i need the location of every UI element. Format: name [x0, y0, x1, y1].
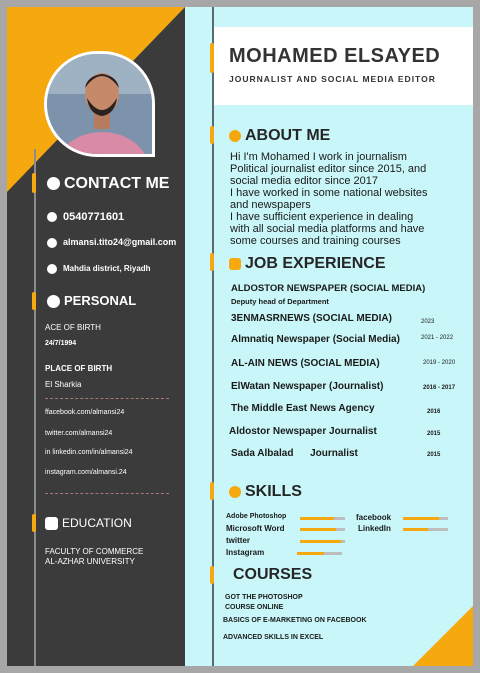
contact-heading-text: CONTACT ME — [64, 175, 170, 192]
skills-marker — [210, 482, 214, 500]
about-heading-text: ABOUT ME — [245, 127, 331, 144]
divider — [45, 398, 169, 399]
job-year: 2016 - 2017 — [423, 385, 456, 391]
courses-heading: COURSES — [233, 566, 313, 583]
personal-heading-text: PERSONAL — [64, 293, 137, 308]
about-line: with all social media platforms and have — [230, 223, 425, 235]
twitter-link[interactable]: twitter.com/almansi24 — [45, 430, 113, 437]
instagram-link[interactable]: instagram.com/almansi.24 — [45, 469, 127, 476]
about-marker — [210, 126, 214, 144]
person-name: MOHAMED ELSAYED — [229, 45, 441, 67]
birth-label: ACE OF BIRTH — [45, 323, 101, 332]
skill-bar — [403, 517, 448, 520]
email-text[interactable]: almansi.tito24@gmail.com — [63, 237, 177, 247]
about-heading — [229, 127, 330, 145]
profile-photo — [44, 51, 155, 157]
job-title: Almnatiq Newspaper (Social Media) — [231, 334, 400, 345]
about-line: and newspapers — [230, 199, 311, 211]
jobs-heading — [229, 255, 385, 273]
job-year: 2016 — [427, 409, 441, 415]
courses-marker — [210, 566, 214, 584]
job-year: 2019 - 2020 — [423, 360, 456, 366]
skill-name: Instagram — [226, 548, 265, 557]
skill-bar — [297, 552, 342, 555]
skill-bar-fill — [300, 528, 336, 531]
course-item: ADVANCED SKILLS IN EXCEL — [223, 634, 324, 641]
course-item: BASICS OF E-MARKETING ON FACEBOOK — [223, 617, 367, 624]
about-line: I have worked in some national websites — [230, 187, 428, 199]
skill-bar — [403, 528, 448, 531]
personal-marker — [32, 292, 36, 310]
skill-bar-fill — [403, 517, 439, 520]
left-column — [7, 7, 185, 666]
skill-name: LinkedIn — [358, 524, 391, 533]
job-year: 2015 — [427, 431, 441, 437]
skills-heading — [229, 483, 302, 501]
divider — [45, 493, 169, 494]
phone-text[interactable]: 0540771601 — [63, 211, 125, 223]
skill-bar-fill — [300, 540, 341, 543]
job-title: AL-AIN NEWS (SOCIAL MEDIA) — [231, 358, 380, 369]
header-marker — [210, 43, 214, 73]
job-title: 3ENMASRNEWS (SOCIAL MEDIA) — [231, 313, 392, 324]
place-text: El Sharkia — [45, 380, 82, 389]
location-pin-icon — [47, 264, 57, 274]
phone-icon — [47, 212, 57, 222]
left-vertical-line — [34, 149, 36, 666]
header — [213, 27, 473, 105]
job-title: Sada Albalad Journalist — [231, 448, 358, 459]
resume-sheet — [7, 7, 473, 666]
skill-name: Microsoft Word — [226, 524, 285, 533]
skill-bar-fill — [403, 528, 428, 531]
user-icon — [47, 177, 60, 190]
job-year: 2023 — [421, 319, 435, 325]
course-item: COURSE ONLINE — [225, 604, 284, 611]
about-text — [230, 151, 460, 247]
education-line-1: FACULTY OF COMMERCE — [45, 547, 144, 556]
skill-bar — [300, 540, 345, 543]
education-heading-text: EDUCATION — [62, 516, 132, 530]
skill-bar-fill — [297, 552, 324, 555]
person-avatar-icon — [47, 54, 152, 154]
user-icon — [229, 130, 241, 142]
course-item: GOT THE PHOTOSHOP — [225, 594, 303, 601]
skill-name: Adobe Photoshop — [226, 513, 287, 520]
skill-bar-fill — [300, 517, 334, 520]
education-heading — [45, 516, 132, 530]
about-line: social media editor since 2017 — [230, 175, 378, 187]
skill-bar — [300, 528, 345, 531]
about-line: Political journalist editor since 2015, and — [230, 163, 427, 175]
phone-row — [47, 211, 124, 223]
jobs-marker — [210, 253, 214, 271]
yellow-corner-decoration — [413, 606, 473, 666]
skills-heading-text: SKILLS — [245, 483, 302, 500]
location-row — [47, 264, 151, 274]
email-icon — [47, 238, 57, 248]
graduation-cap-icon — [45, 517, 58, 530]
about-line: some courses and training courses — [230, 235, 401, 247]
briefcase-icon — [229, 258, 241, 270]
place-label: PLACE OF BIRTH — [45, 364, 113, 373]
job-subtitle: Deputy head of Department — [231, 297, 329, 306]
education-line-2: AL-AZHAR UNIVERSITY — [45, 557, 135, 566]
skill-bar — [300, 517, 345, 520]
email-row — [47, 237, 176, 248]
skill-name: twitter — [226, 536, 250, 545]
contact-marker — [32, 173, 36, 193]
facebook-link[interactable]: ffacebook.com/almansi24 — [45, 409, 125, 416]
job-year: 2021 - 2022 — [421, 335, 454, 341]
personal-heading — [47, 293, 136, 308]
jobs-heading-text: JOB EXPERIENCE — [245, 255, 386, 272]
birth-date: 24/7/1994 — [45, 340, 77, 347]
education-marker — [32, 514, 36, 532]
about-line: Hi I'm Mohamed I work in journalism — [230, 151, 407, 163]
circle-icon — [47, 295, 60, 308]
location-text: Mahdia district, Riyadh — [63, 264, 151, 274]
job-title: ALDOSTOR NEWSPAPER (SOCIAL MEDIA) — [231, 283, 426, 294]
job-title: Aldostor Newspaper Journalist — [229, 426, 377, 437]
chart-pie-icon — [229, 486, 241, 498]
about-line: I have sufficient experience in dealing — [230, 211, 414, 223]
person-title: JOURNALIST AND SOCIAL MEDIA EDITOR — [229, 74, 436, 84]
skill-name: facebook — [356, 513, 392, 522]
linkedin-link[interactable]: in linkedin.com/in/almansi24 — [45, 449, 133, 456]
job-title: ElWatan Newspaper (Journalist) — [231, 381, 384, 392]
job-title: The Middle East News Agency — [231, 403, 375, 414]
contact-heading — [47, 175, 169, 193]
job-year: 2015 — [427, 452, 441, 458]
